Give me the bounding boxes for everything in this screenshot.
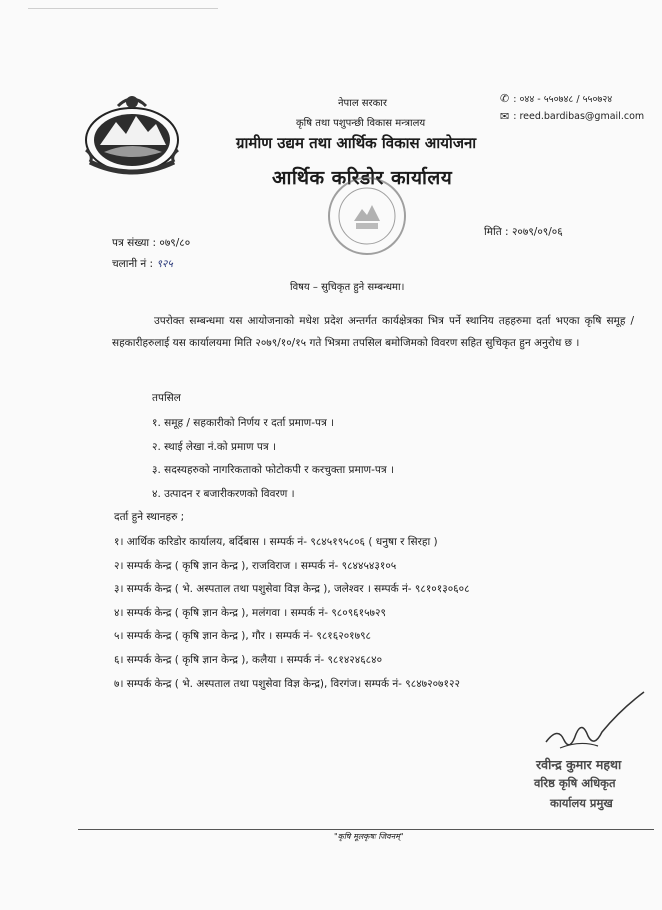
signatory-office: कार्यालय प्रमुख (550, 796, 613, 810)
list-item: ५। सम्पर्क केन्द्र ( कृषि ज्ञान केन्द्र ), गौर । सम्पर्क नं- ९८१६२०१७९८ (114, 630, 371, 643)
top-rule (28, 8, 218, 9)
office-stamp (326, 175, 408, 257)
list-item: ४. उत्पादन र बजारीकरणको विवरण । (152, 487, 295, 500)
subject-line: विषय – सुचिकृत हुने सम्बन्धमा। (290, 282, 405, 293)
patra-label: पत्र संख्या : (112, 237, 157, 249)
body-paragraph: उपरोक्त सम्बन्धमा यस आयोजनाको मधेश प्रदेश अन्तर्गत कार्यक्षेत्रका भित्र पर्ने स्थानिय तहहरुमा दर्ता भएका कृषि समूह / सहकारीहरुलाई यस कार्यालयमा मिति २०७९/१०/१५ गते भित्रमा तपसिल बमोजिमको विवरण सहित सुचिकृत हुन अनुरोध छ । (112, 315, 634, 349)
signatory-title: वरिष्ठ कृषि अधिकृत (534, 776, 616, 790)
footer-rule (78, 829, 654, 830)
contact-email (500, 110, 644, 123)
list-item: १। आर्थिक करिडोर कार्यालय, बर्दिबास । सम्पर्क नं- ९८४५१९५८०६ ( धनुषा र सिरहा ) (114, 536, 438, 548)
signatory-name: रवीन्द्र कुमार महथा (536, 757, 622, 772)
office-name: आर्थिक करिडोर कार्यालय (272, 167, 453, 189)
phone-number: : ०४४ - ५५०७४८ / ५५०७२४ (513, 94, 613, 105)
list-item: १. समूह / सहकारीको निर्णय र दर्ता प्रमाण-पत्र । (152, 417, 335, 429)
email-address: : reed.bardibas@gmail.com (513, 111, 645, 122)
chalani-label: चलानी नं : (112, 258, 154, 270)
tapasil-list (152, 412, 394, 506)
tapasil-heading: तपसिल (152, 392, 181, 404)
project-name: ग्रामीण उद्यम तथा आर्थिक विकास आयोजना (236, 134, 477, 152)
list-item: २। सम्पर्क केन्द्र ( कृषि ज्ञान केन्द्र ), राजविराज । सम्पर्क नं- ९८४४५४३१०५ (114, 559, 397, 572)
list-item: ३. सदस्यहरुको नागरिकताको फोटोकपी र करचुक्ता प्रमाण-पत्र । (152, 464, 394, 476)
list-item: ४। सम्पर्क केन्द्र ( कृषि ज्ञान केन्द्र ), मलंगवा । सम्पर्क नं- ९८०९६१५७२९ (114, 606, 386, 619)
locations-list (114, 531, 470, 696)
patra-value: ०७९/८० (159, 237, 191, 249)
letter-number (112, 236, 190, 250)
miti-label: मिति : (484, 226, 509, 238)
list-item: ६। सम्पर्क केन्द्र ( कृषि ज्ञान केन्द्र ), कलैया । सम्पर्क नं- ९८१४२४६८४० (114, 653, 383, 666)
government-name: नेपाल सरकार (338, 98, 387, 109)
letter-date (484, 225, 563, 239)
chalani-value: ९२५ (156, 258, 173, 270)
list-item: ७। सम्पर्क केन्द्र ( भे. अस्पताल तथा पशुसेवा विज्ञ केन्द्र), विरगंज। सम्पर्क नं- ९८४७२०७१२२ (114, 677, 460, 690)
email-icon: ✉ (500, 110, 510, 123)
locations-heading: दर्ता हुने स्थानहरु ; (114, 511, 185, 523)
dispatch-number (112, 257, 173, 271)
signature-scribble (540, 690, 650, 760)
footer-motto: "कृषि मूलकृषः जिवनम्" (334, 832, 404, 841)
nepal-emblem-icon (80, 90, 184, 178)
ministry-name: कृषि तथा पशुपन्छी विकास मन्त्रालय (296, 118, 426, 129)
contact-phone (500, 92, 612, 105)
list-item: २. स्थाई लेखा नं.को प्रमाण पत्र । (152, 440, 276, 453)
list-item: ३। सम्पर्क केन्द्र ( भे. अस्पताल तथा पशुसेवा विज्ञ केन्द्र ), जलेश्वर । सम्पर्क नं- ९८१०१३०६०८ (114, 583, 470, 596)
miti-value: २०७९/०९/०६ (511, 226, 563, 238)
phone-icon: ✆ (500, 92, 510, 105)
